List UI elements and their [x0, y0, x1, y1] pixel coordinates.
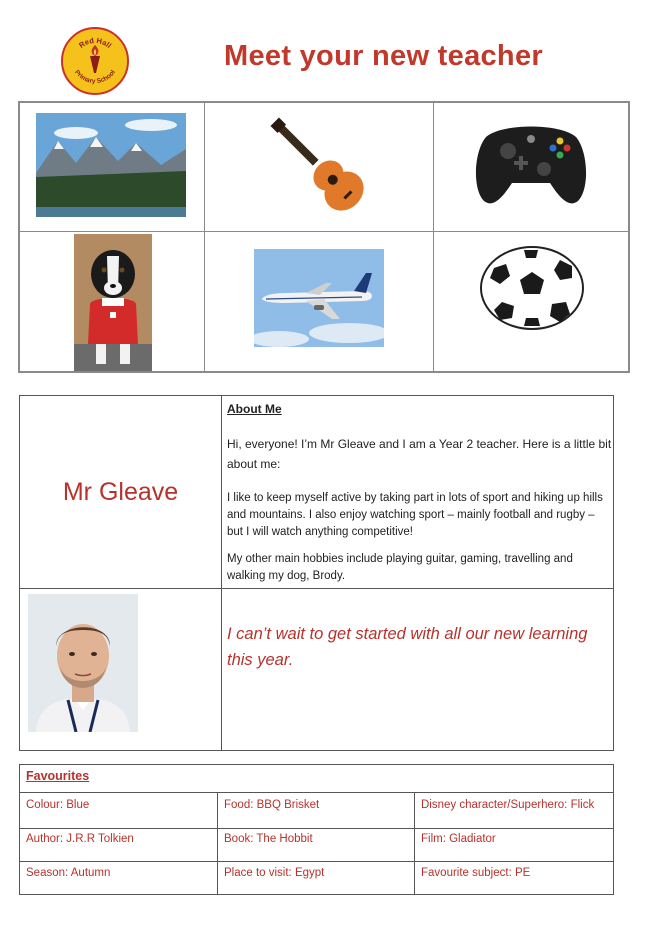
favourite-food: Food: BBQ Brisket	[224, 799, 320, 811]
dog-in-england-shirt-icon	[74, 234, 152, 371]
torch-icon	[90, 45, 100, 73]
teacher-quote: I can’t wait to get started with all our new learning this year.	[227, 625, 588, 669]
school-logo-emblem	[63, 29, 127, 93]
about-paragraph-sport: I like to keep myself active by taking part in lots of sport and hiking up hills and mountains. I also enjoy watching sport – mainly football and rugby – but I will watch anything competitive!	[227, 492, 603, 538]
mountain-landscape-icon	[36, 113, 186, 217]
football-icon	[480, 246, 584, 330]
favourite-film: Film: Gladiator	[421, 833, 496, 845]
about-me-heading: About Me	[227, 402, 282, 416]
page-title: Meet your new teacher	[224, 40, 543, 72]
photo-grid	[18, 101, 630, 373]
favourite-season: Season: Autumn	[26, 867, 111, 879]
airplane-icon	[254, 249, 384, 347]
game-controller-icon	[472, 117, 590, 209]
favourite-subject: Favourite subject: PE	[421, 867, 531, 879]
about-paragraph-intro: Hi, everyone! I’m Mr Gleave and I am a Year 2 teacher. Here is a little bit about me:	[227, 437, 612, 471]
favourites-heading: Favourites	[26, 769, 90, 783]
favourite-character: Disney character/Superhero: Flick	[421, 799, 595, 811]
acoustic-guitar-icon	[270, 117, 370, 217]
favourite-colour: Colour: Blue	[26, 799, 90, 811]
favourites-table	[19, 764, 614, 895]
favourite-author: Author: J.R.R Tolkien	[26, 833, 134, 845]
favourite-place: Place to visit: Egypt	[224, 867, 325, 879]
school-logo	[61, 27, 129, 95]
logo-text-top: Red Hall	[77, 35, 114, 50]
teacher-name: Mr Gleave	[62, 478, 179, 506]
teacher-portrait-icon	[28, 594, 138, 732]
logo-text-bottom: Primary School	[73, 68, 117, 86]
favourite-book: Book: The Hobbit	[224, 833, 313, 845]
about-me-table	[19, 395, 614, 751]
about-me-section	[227, 401, 612, 595]
about-paragraph-hobbies: My other main hobbies include playing guitar, gaming, travelling and walking my dog, Brody.	[227, 553, 573, 582]
